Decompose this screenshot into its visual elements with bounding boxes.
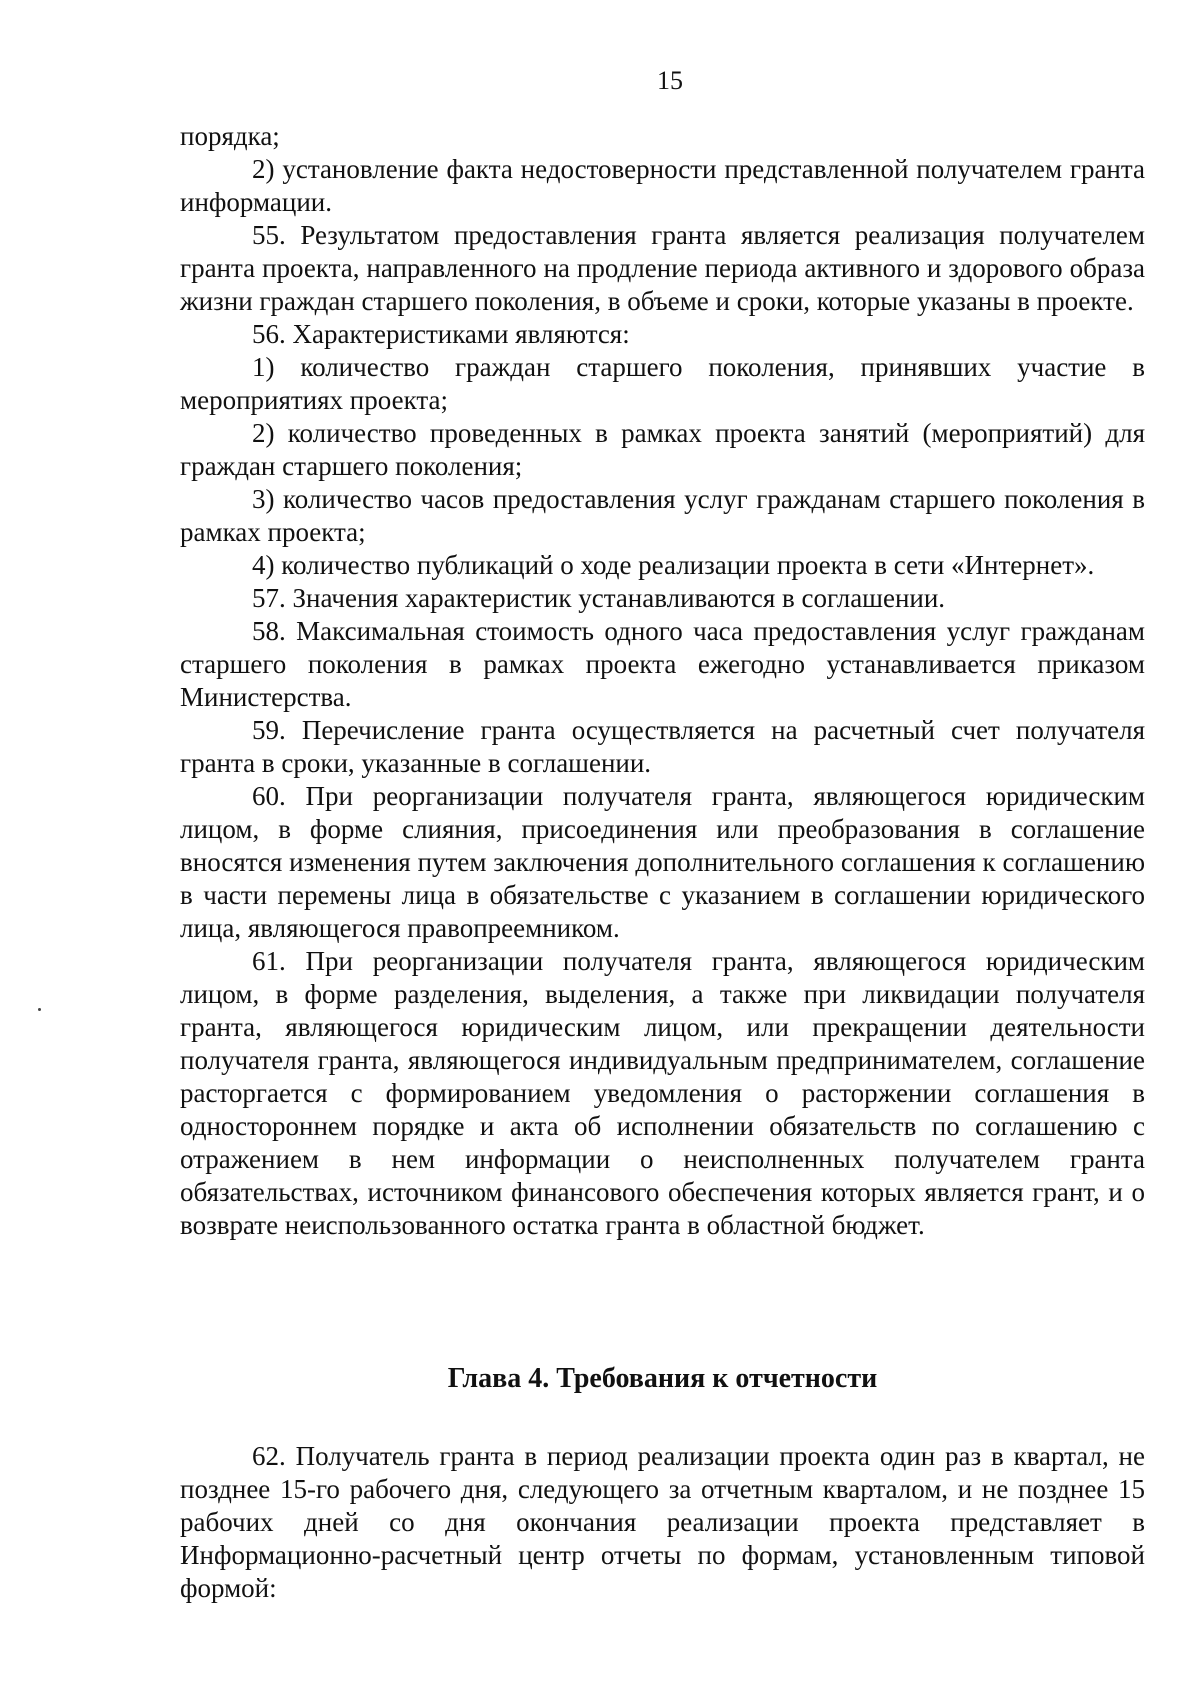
paragraph: порядка;: [180, 121, 280, 151]
page-number: 15: [657, 66, 683, 95]
paragraph: 59. Перечисление гранта осуществляется на расчетный счет получателя гранта в сроки, указанные в соглашении.: [180, 715, 1145, 778]
body-text-after-heading: [180, 1440, 1145, 1605]
chapter-heading: Глава 4. Требования к отчетности: [447, 1363, 878, 1394]
paragraph: 61. При реорганизации получателя гранта, являющегося юридическим лицом, в форме разделения, выделения, а также при ликвидации получателя гранта, являющегося юридическим лицом, или прекращении деятельности получателя гранта, являющегося индивидуальным предпринимателем, соглашение расторгается с формированием уведомления о расторжении соглашения в одностороннем порядке и акта об исполнении обязательств по соглашению с отражением в нем информации о неисполненных получателем гранта обязательствах, источником финансового обеспечения которых является грант, и о возврате неиспользованного остатка гранта в областной бюджет.: [180, 946, 1145, 1240]
paragraph: 1) количество граждан старшего поколения, принявших участие в мероприятиях проекта;: [180, 352, 1145, 415]
paragraph: 2) количество проведенных в рамках проекта занятий (мероприятий) для граждан старшего поколения;: [180, 418, 1145, 481]
paragraph: 2) установление факта недостоверности представленной получателем гранта информации.: [180, 154, 1145, 217]
paragraph: 57. Значения характеристик устанавливаются в соглашении.: [252, 583, 946, 613]
scan-speck: [38, 1008, 41, 1011]
paragraph: 3) количество часов предоставления услуг гражданам старшего поколения в рамках проекта;: [180, 484, 1145, 547]
paragraph: 56. Характеристиками являются:: [252, 319, 630, 349]
paragraph: 62. Получатель гранта в период реализации проекта один раз в квартал, не позднее 15-го рабочего дня, следующего за отчетным кварталом, и не позднее 15 рабочих дней со дня окончания реализации проекта представляет в Информационно-расчетный центр отчеты по формам, установленным типовой формой:: [180, 1441, 1145, 1603]
paragraph: 55. Результатом предоставления гранта является реализация получателем гранта проекта, направленного на продление периода активного и здорового образа жизни граждан старшего поколения, в объеме и сроки, которые указаны в проекте.: [180, 220, 1145, 316]
paragraph: 58. Максимальная стоимость одного часа предоставления услуг гражданам старшего поколения в рамках проекта ежегодно устанавливается приказом Министерства.: [180, 616, 1145, 712]
body-text: [180, 120, 1145, 1242]
paragraph: 4) количество публикаций о ходе реализации проекта в сети «Интернет».: [252, 550, 1095, 580]
paragraph: 60. При реорганизации получателя гранта, являющегося юридическим лицом, в форме слияния, присоединения или преобразования в соглашение вносятся изменения путем заключения дополнительного соглашения к соглашению в части перемены лица в обязательстве с указанием в соглашении юридического лица, являющегося правопреемником.: [180, 781, 1145, 943]
